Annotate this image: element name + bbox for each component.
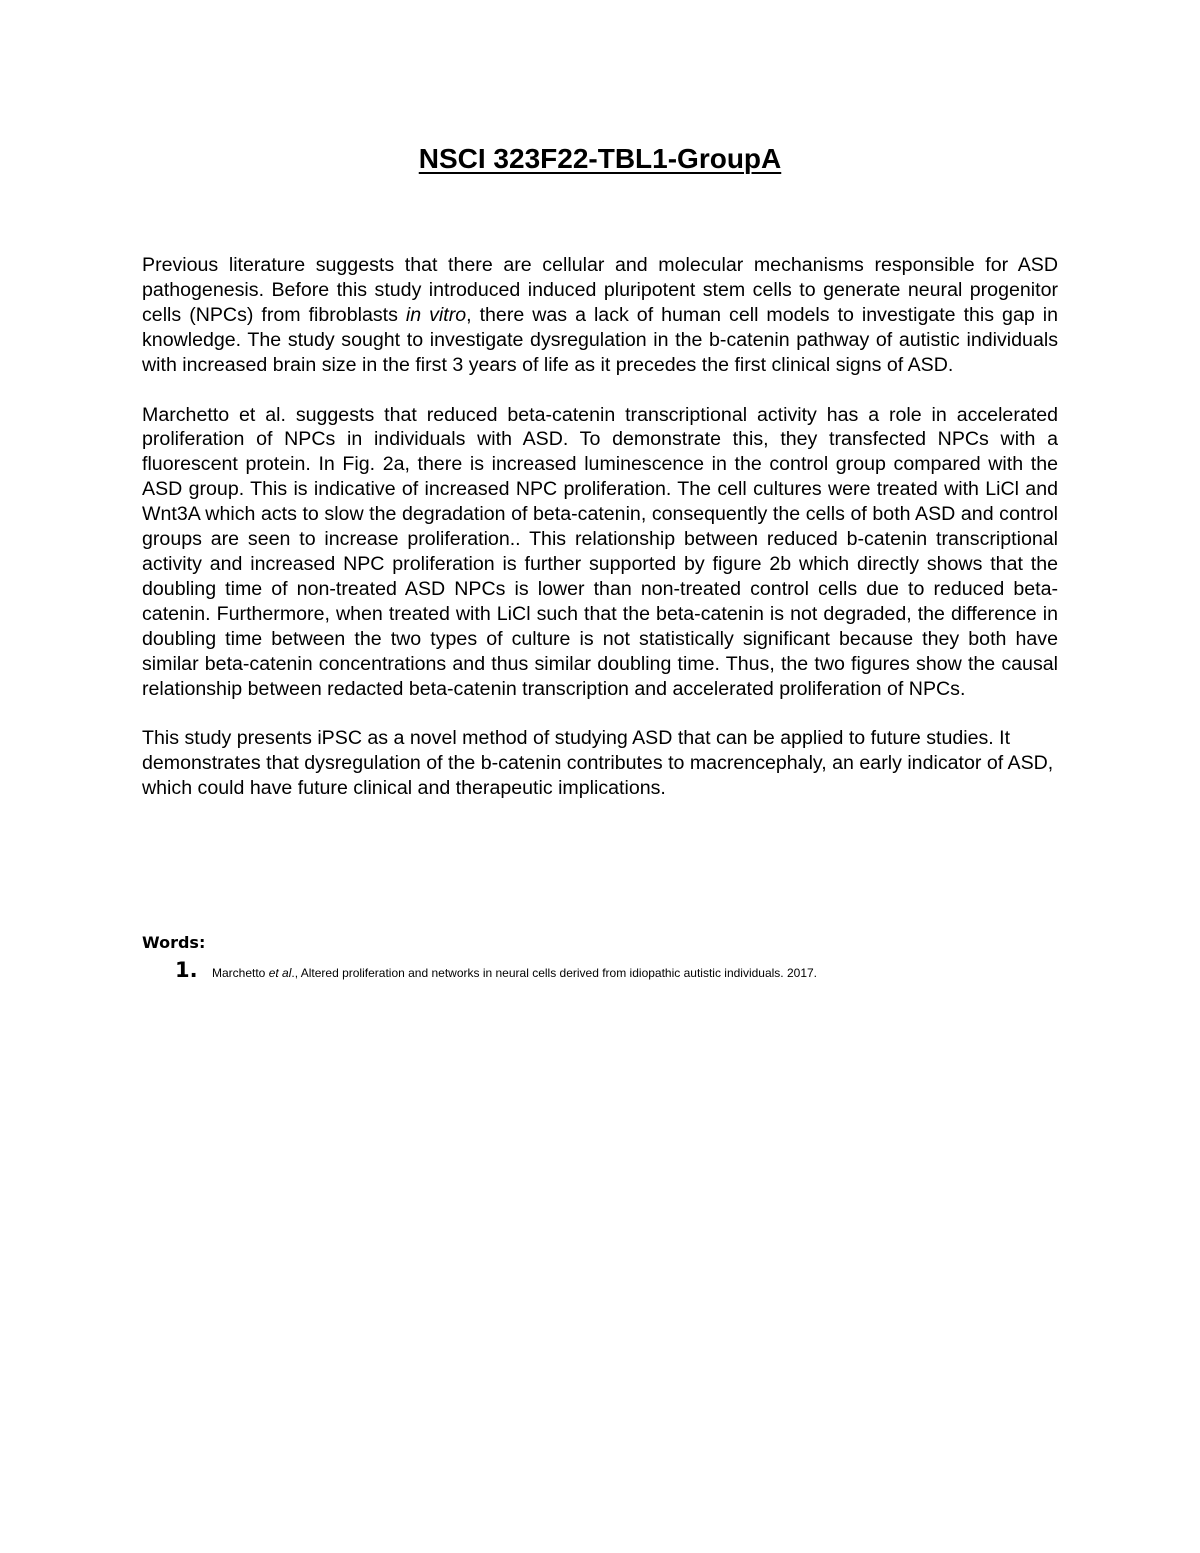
paragraph-introduction-italic: in vitro: [405, 303, 467, 326]
document-body: [142, 253, 1058, 826]
reference-etal: et al: [268, 966, 292, 980]
paragraph-introduction-text-2: , there was a lack of human cell models to investigate this gap in knowledge. The study sought to investigate dysregulation in the b-catenin pathway of autistic individuals with increased brain size in the first 3 years of life as it precedes the first clinical signs of ASD.: [142, 303, 1058, 376]
words-label: Words:: [142, 933, 206, 952]
reference-number: 1.: [175, 958, 198, 982]
reference-author: Marchetto: [212, 966, 269, 980]
paragraph-introduction-text-1: Previous literature suggests that there are cellular and molecular mechanisms responsible for ASD pathogenesis. Before this study introduced induced pluripotent stem cells to generate neural progenitor cells (NPCs) from fibroblasts: [142, 254, 1058, 326]
paragraph-introduction: [142, 253, 1058, 378]
reference-rest: ., Altered proliferation and networks in neural cells derived from idiopathic autistic individuals. 2017.: [291, 966, 818, 980]
document-title: NSCI 323F22-TBL1-GroupA: [418, 143, 782, 174]
paragraph-conclusion: This study presents iPSC as a novel method of studying ASD that can be applied to future studies. It demonstrates that dysregulation of the b-catenin contributes to macrencephaly, an early indicator of ASD, which could have future clinical and therapeutic implications.: [142, 727, 1054, 800]
reference-text: [212, 966, 817, 980]
reference-item: [175, 958, 817, 982]
paragraph-analysis: Marchetto et al. suggests that reduced beta-catenin transcriptional activity has a role in accelerated proliferation of NPCs in individuals with ASD. To demonstrate this, they transfected NPCs with a fluorescent protein. In Fig. 2a, there is increased luminescence in the control group compared with the ASD group. This is indicative of increased NPC proliferation. The cell cultures were treated with LiCl and Wnt3A which acts to slow the degradation of beta-catenin, consequently the cells of both ASD and control groups are seen to increase proliferation.. This relationship between reduced b-catenin transcriptional activity and increased NPC proliferation is further supported by figure 2b which directly shows that the doubling time of non-treated ASD NPCs is lower than non-treated control cells due to reduced beta-catenin. Furthermore, when treated with LiCl such that the beta-catenin is not degraded, the difference in doubling time between the two types of culture is not statistically significant because they both have similar beta-catenin concentrations and thus similar doubling time. Thus, the two figures show the causal relationship between redacted beta-catenin transcription and accelerated proliferation of NPCs.: [142, 403, 1058, 700]
